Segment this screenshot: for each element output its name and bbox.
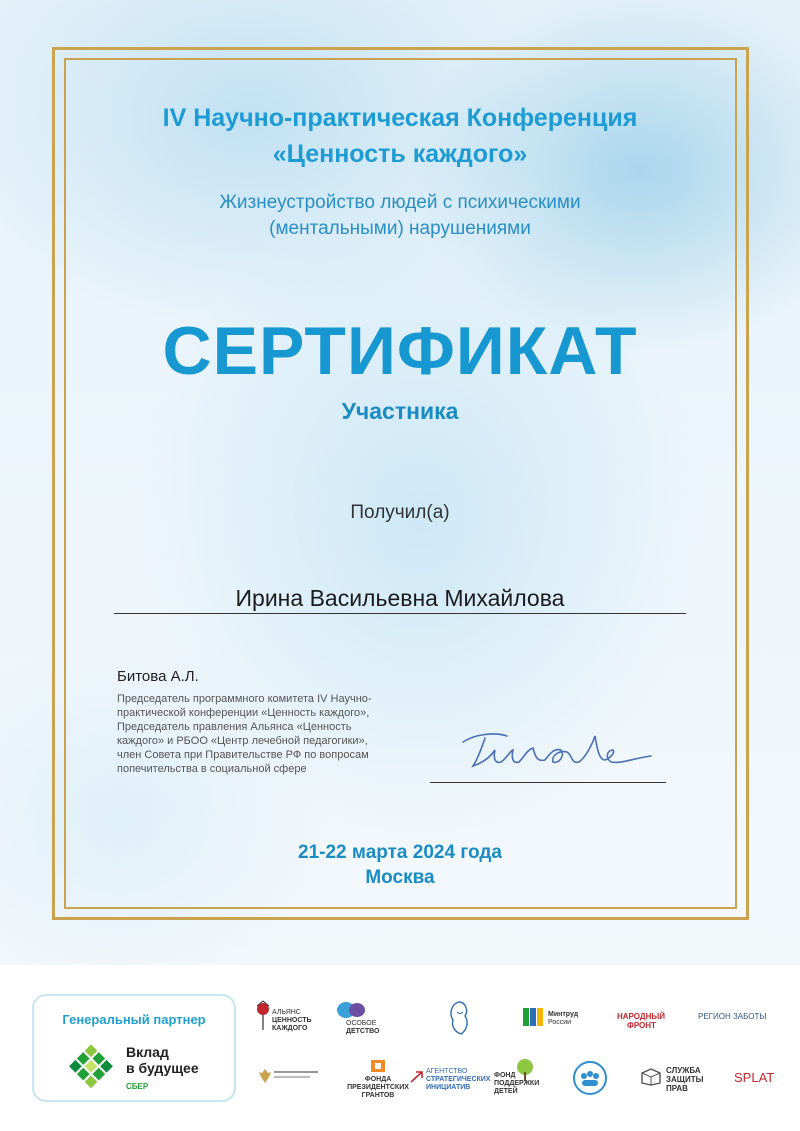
event-date: 21-22 марта 2024 года: [298, 842, 502, 863]
fond-text: ПОДДЕРЖКИ: [494, 1080, 540, 1087]
sber-brand: [126, 1044, 199, 1076]
conference-title: IV Научно-практическая Конференция: [162, 104, 638, 132]
arrow-icon: [410, 1070, 424, 1084]
partner-title: Генеральный партнер: [62, 1012, 206, 1027]
signature-line: [430, 782, 666, 783]
region-zaboty-logo: РЕГИОН ЗАБОТЫ: [698, 1012, 767, 1021]
asi-text: СТРАТЕГИЧЕСКИХ: [426, 1076, 491, 1083]
mintrud-icon: [522, 1006, 544, 1028]
event-date-place: [0, 840, 800, 890]
eagle-icon: [258, 1068, 272, 1084]
signatory-name: Битова А.Л.: [117, 668, 199, 685]
sber-diamond-logo: [62, 1042, 120, 1092]
narodny-text: ФРОНТ: [627, 1021, 656, 1030]
fpg-text: ГРАНТОВ: [361, 1092, 395, 1099]
sber-label: СБЕР: [126, 1082, 149, 1091]
sluzhba-text: СЛУЖБА: [666, 1066, 701, 1075]
butterfly-icon: [336, 1000, 366, 1020]
fpg-text: ПРЕЗИДЕНТСКИХ: [347, 1084, 409, 1091]
sber-brand-line: в будущее: [126, 1060, 199, 1076]
certificate-title: СЕРТИФИКАТ: [162, 313, 638, 389]
portrait-emblem-icon: [445, 998, 473, 1038]
topic-line-1: Жизнеустройство людей с психическими: [219, 192, 581, 213]
asi-text: АГЕНТСТВО: [426, 1068, 468, 1075]
event-city: Москва: [365, 867, 435, 888]
signatory-desc-line: Председатель программного комитета IV Научно-: [117, 693, 372, 705]
fond-text: ФОНД: [494, 1072, 516, 1079]
fpg-text: ФОНДА: [364, 1076, 392, 1083]
alliance-text: ЦЕННОСТЬ: [272, 1017, 312, 1024]
asi-text: ИНИЦИАТИВ: [426, 1084, 471, 1091]
handwritten-signature: [455, 722, 655, 778]
fpg-logo: [343, 1058, 413, 1100]
signatory-desc-line: член Совета при Правительстве РФ по вопросам: [117, 749, 369, 761]
signatory-description: [117, 692, 422, 776]
signatory-desc-line: практической конференции «Ценность каждого»,: [117, 707, 370, 719]
alliance-text: АЛЬЯНС: [272, 1009, 301, 1016]
general-partner-box: [32, 994, 236, 1102]
alliance-text: КАЖДОГО: [272, 1025, 308, 1032]
sluzhba-text: ЗАЩИТЫ: [666, 1075, 704, 1084]
sber-brand-line: Вклад: [126, 1044, 169, 1060]
conference-name: «Ценность каждого»: [272, 140, 528, 168]
narodny-front-logo: [617, 1012, 677, 1030]
fond-text: ДЕТЕЙ: [494, 1088, 518, 1095]
received-label: Получил(а): [350, 502, 450, 523]
box-icon: [640, 1068, 662, 1086]
recipient-underline: [114, 613, 686, 614]
osoboe-text: ОСОБОЕ: [346, 1020, 377, 1027]
topic-line-2: (ментальными) нарушениями: [269, 218, 531, 239]
signatory-desc-line: Председатель правления Альянса «Ценность: [117, 721, 352, 733]
signatory-desc-line: каждого» и РБОО «Центр лечебной педагогики»,: [117, 735, 368, 747]
mintrud-text: России: [548, 1019, 572, 1026]
sluzhba-text: ПРАВ: [666, 1084, 688, 1093]
flower-icon: [254, 1000, 272, 1032]
circle-emblem-icon: [572, 1060, 608, 1096]
certificate-role: Участника: [341, 398, 459, 424]
narodny-text: НАРОДНЫЙ: [617, 1012, 665, 1021]
fpg-icon: [369, 1058, 387, 1074]
osoboe-text: ДЕТСТВО: [346, 1028, 380, 1035]
mintrud-text: Минтруд: [548, 1011, 579, 1018]
recipient-name: Ирина Васильевна Михайлова: [235, 585, 565, 611]
splat-logo: SPLAT: [734, 1070, 775, 1085]
signatory-desc-line: попечительства в социальной сфере: [117, 763, 307, 775]
